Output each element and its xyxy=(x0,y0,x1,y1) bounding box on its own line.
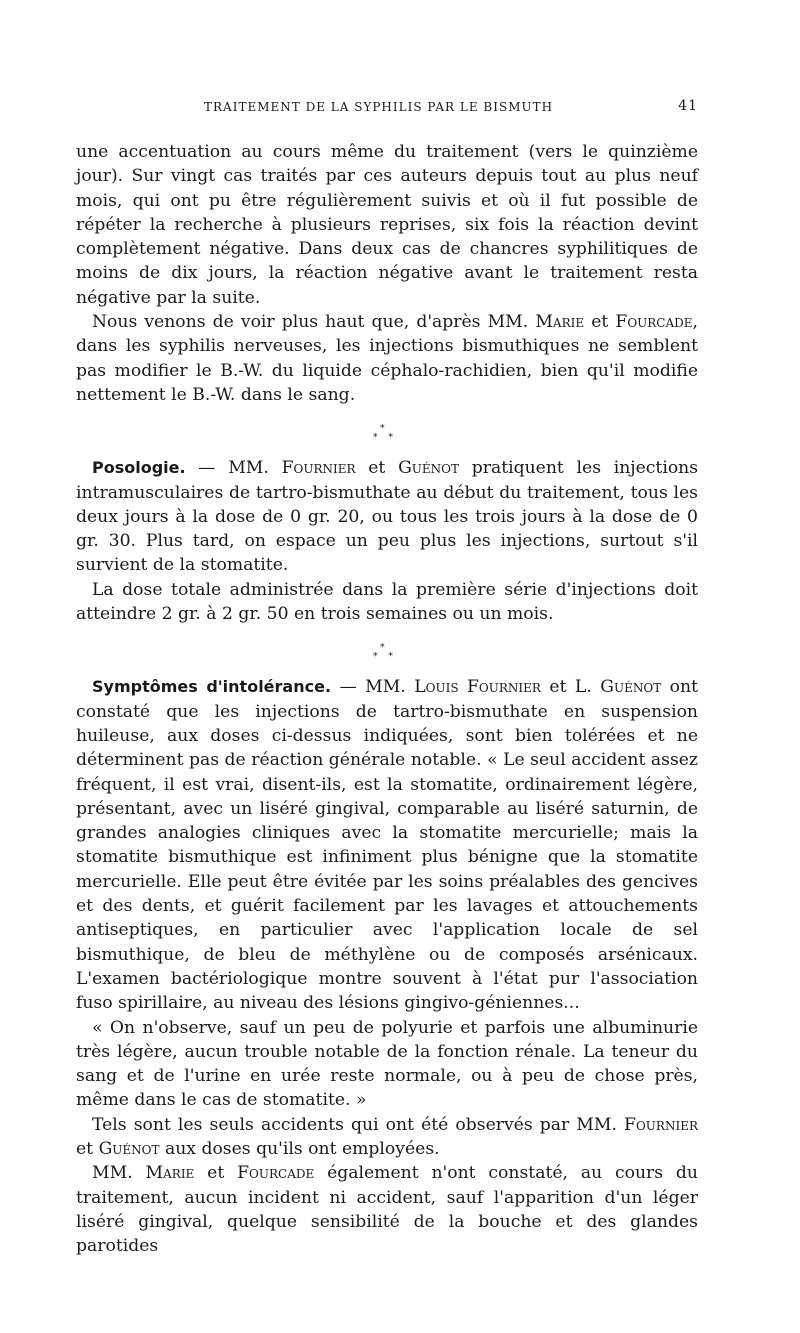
author-name: Fourcade xyxy=(237,1163,315,1184)
book-page xyxy=(76,98,698,1258)
section-separator xyxy=(76,407,698,456)
author-name: Fournier xyxy=(624,1114,698,1135)
paragraph-nerveuses xyxy=(76,310,698,407)
paragraph-marie-fourcade xyxy=(76,1161,698,1258)
paragraph-accidents xyxy=(76,1113,698,1162)
author-name: Marie xyxy=(145,1163,195,1184)
body-text xyxy=(76,140,698,1258)
paragraph-text: également n'ont constaté, au cours du traitement, aucun incident ni accident, sauf l'apparition d'un léger liséré gingival, quelque sensibilité de la bouche et des glandes parotides xyxy=(76,1163,698,1257)
paragraph-text: une accentuation au cours même du traitement (vers le quinzième jour). Sur vingt cas traités par ces auteurs depuis tout au plus neuf mois, qui ont pu être régulièrement suivis et où il fut possible de répéter la recherche à plusieurs reprises, six fois la réaction devint complètement négative. Dans deux cas de chancres syphilitiques de moins de dix jours, la réaction négative avant le traitement resta négative par la suite. xyxy=(76,142,698,308)
running-header xyxy=(76,98,698,120)
paragraph-text: Nous venons de voir plus haut que, d'après MM. xyxy=(92,312,529,333)
paragraph-text: et xyxy=(591,312,609,333)
paragraph-text: et L. xyxy=(549,677,592,698)
section-heading: Posologie. xyxy=(92,458,186,478)
asterism-bottom: * * xyxy=(373,652,397,663)
paragraph-text: et xyxy=(207,1163,225,1184)
paragraph-text: aux doses qu'ils ont employées. xyxy=(164,1138,440,1159)
author-name: Fournier xyxy=(281,458,356,479)
author-name: Fourcade, xyxy=(615,312,698,333)
paragraph-text: Tels sont les seuls accidents qui ont été observés par MM. xyxy=(92,1114,617,1135)
paragraph-quote xyxy=(76,1016,698,1113)
paragraph-symptomes xyxy=(76,675,698,1015)
paragraph-text: — MM. xyxy=(339,677,406,698)
section-separator xyxy=(76,626,698,675)
paragraph-text: MM. xyxy=(92,1163,133,1184)
paragraph-continuation xyxy=(76,140,698,310)
paragraph-text: pratiquent les injections intramusculaires de tartro-bismuthate au début du traitement, tous les deux jours à la dose de 0 gr. 20, ou tous les trois jours à la dose de 0 gr. 30. Plus tard, on espace un peu plus les injections, surtout s'il survient de la stomatite. xyxy=(76,458,699,576)
paragraph-text: ont constaté que les injections de tartro-bismuthate en suspension huileuse, aux doses ci-dessus indiquées, sont bien tolérées et ne déterminent pas de réaction générale notable. « Le seul accident assez fréquent, il est vrai, disent-ils, est la stomatite, ordinairement légère, présentant, avec un liséré gingival, comparable au liséré saturnin, de grandes analogies cliniques avec la stomatite mercurielle; mais la stomatite bismuthique est infiniment plus bénigne que la stomatite mercurielle. Elle peut être évitée par les soins préalables des gencives et des dents, et guérit facilement par les lavages et attouchements antiseptiques, en particulier avec l'application locale de sel bismuthique, de bleu de méthylène ou de composés arsénicaux. L'examen bactériologique montre souvent à l'état pur l'association fuso spirillaire, au niveau des lésions gingivo-géniennes... xyxy=(76,677,698,1014)
paragraph-text: « On n'observe, sauf un peu de polyurie et parfois une albuminurie très légère, aucun trouble notable de la fonction rénale. La teneur du sang et de l'urine en urée reste normale, ou à peu de chose près, même dans le cas de stomatite. » xyxy=(76,1017,698,1111)
paragraph-text: — MM. xyxy=(198,458,269,479)
paragraph-dose-totale xyxy=(76,578,698,627)
paragraph-text: dans les syphilis nerveuses, les injections bismuthiques ne semblent pas modifier le B.-W. du liquide céphalo-rachidien, bien qu'il modifie nettement le B.-W. dans le sang. xyxy=(76,336,698,405)
asterism-top: * xyxy=(380,424,385,435)
author-name: Guénot xyxy=(98,1138,160,1159)
section-heading: Symptômes d'intolérance. xyxy=(92,677,332,697)
asterism-bottom: * * xyxy=(373,433,397,444)
page-number: 41 xyxy=(678,98,698,114)
paragraph-text: et xyxy=(76,1138,94,1159)
author-name: Guénot xyxy=(600,677,662,698)
running-title: TRAITEMENT DE LA SYPHILIS PAR LE BISMUTH xyxy=(204,100,554,114)
asterism-top: * xyxy=(380,643,385,654)
paragraph-posologie xyxy=(76,456,698,577)
author-name: Marie xyxy=(535,312,585,333)
paragraph-text: La dose totale administrée dans la première série d'injections doit atteindre 2 gr. à 2 gr. 50 en trois semaines ou un mois. xyxy=(76,579,698,625)
author-name: Louis Fournier xyxy=(414,677,541,698)
paragraph-text: et xyxy=(368,458,386,479)
author-name: Guénot xyxy=(398,458,460,479)
